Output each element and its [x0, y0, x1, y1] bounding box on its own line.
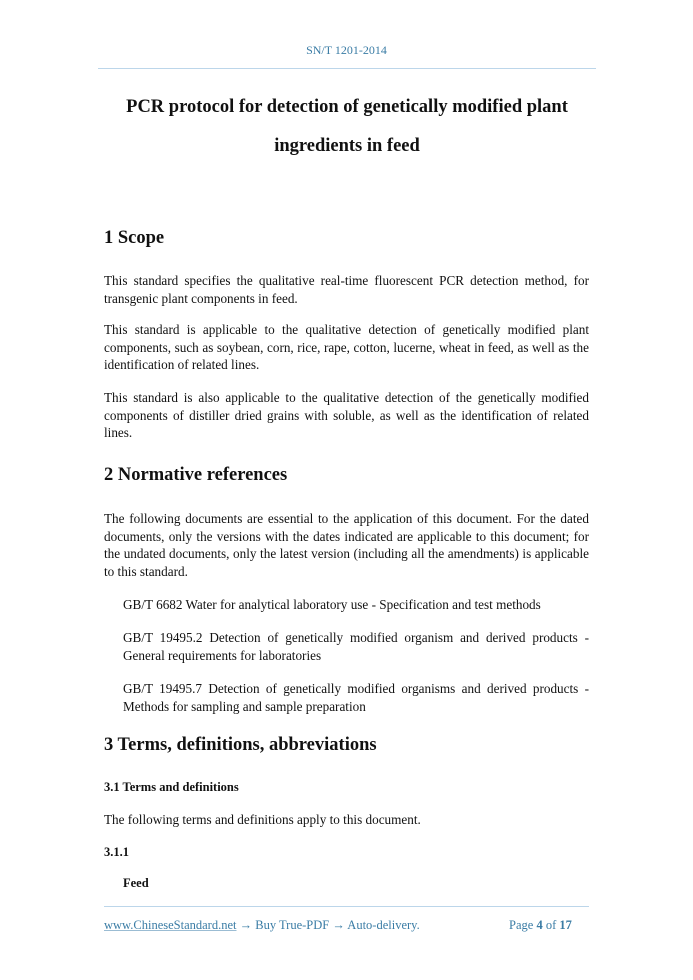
page-total: 17 — [559, 918, 572, 932]
footer-promo — [104, 918, 420, 933]
terms-intro-paragraph: The following terms and definitions apply to this document. — [104, 812, 421, 827]
section-heading-terms: 3 Terms, definitions, abbreviations — [104, 735, 377, 755]
reference-item-gbt-19495-2: GB/T 19495.2 Detection of genetically modified organism and derived products - General requirements for laboratories — [123, 630, 589, 663]
page-label: Page — [509, 918, 534, 932]
page-of-label: of — [545, 918, 557, 932]
document-title — [98, 88, 596, 166]
reference-item-gbt-19495-7: GB/T 19495.7 Detection of genetically modified organisms and derived products - Methods for sampling and sample preparation — [123, 681, 589, 714]
page-current: 4 — [536, 918, 543, 932]
document-code-header: SN/T 1201-2014 — [306, 43, 387, 57]
section-heading-scope: 1 Scope — [104, 228, 165, 248]
footer-promo-text: → Buy True-PDF → Auto-delivery. — [236, 918, 420, 932]
scope-paragraph-2: This standard is applicable to the qualitative detection of genetically modified plant components, such as soybean, corn, rice, rape, cotton, lucerne, wheat in feed, as well as the identification of related lines. — [104, 322, 589, 372]
term-feed: Feed — [123, 876, 149, 890]
subsection-heading-terms-definitions: 3.1 Terms and definitions — [104, 780, 239, 794]
scope-paragraph-3: This standard is also applicable to the qualitative detection of the genetically modified components of distiller dried grains with soluble, as well as the identification of related lines. — [104, 390, 589, 440]
header-divider — [98, 68, 596, 69]
footer-divider — [104, 906, 589, 907]
clause-number: 3.1.1 — [104, 845, 129, 859]
website-link[interactable]: www.ChineseStandard.net — [104, 918, 237, 932]
page-indicator — [509, 918, 572, 933]
reference-item-gbt-6682: GB/T 6682 Water for analytical laboratory use - Specification and test methods — [123, 597, 541, 612]
scope-paragraph-1: This standard specifies the qualitative real-time fluorescent PCR detection method, for transgenic plant components in feed. — [104, 273, 589, 306]
title-line-2: ingredients in feed — [274, 136, 420, 156]
normative-intro-paragraph: The following documents are essential to the application of this document. For the dated documents, only the versions with the dates indicated are applicable to this document; for the undated documents, only the latest version (including all the amendments) is applicable to this standard. — [104, 511, 589, 579]
section-heading-normative-references: 2 Normative references — [104, 465, 288, 485]
title-line-1: PCR protocol for detection of genetically modified plant — [126, 97, 568, 117]
